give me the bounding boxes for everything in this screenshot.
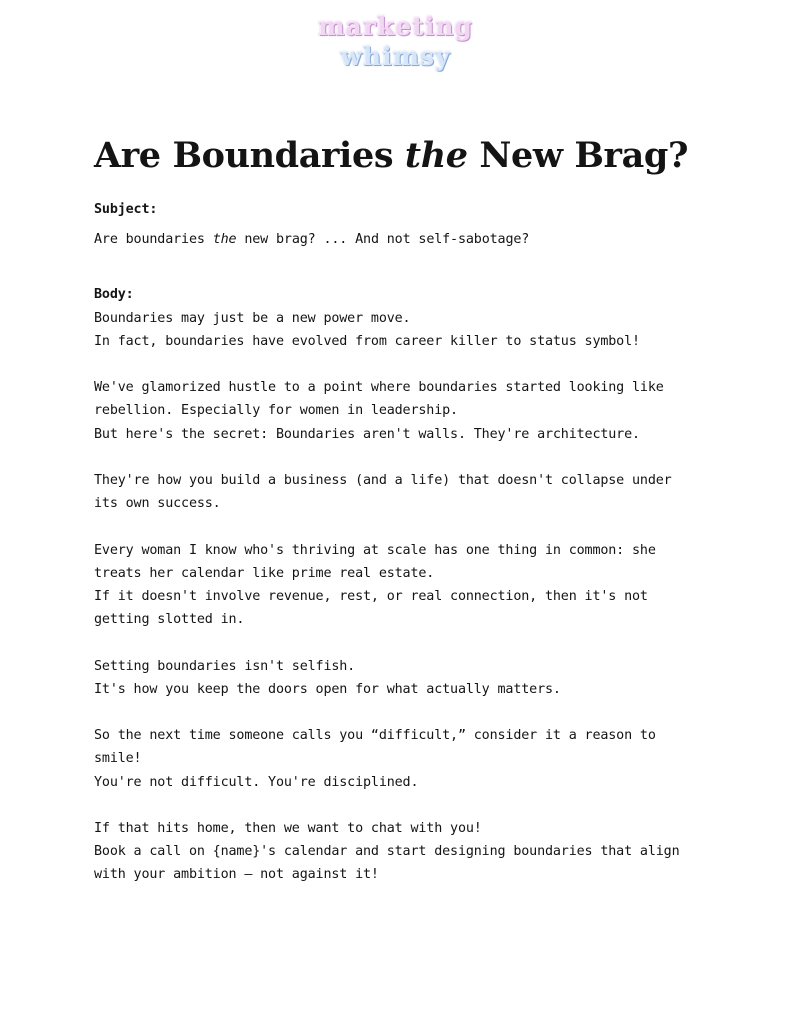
paragraph-gap (94, 794, 714, 817)
title-before: Are Boundaries (94, 135, 405, 176)
title-after: New Brag? (467, 135, 689, 176)
subject-emphasis: the (212, 232, 237, 248)
marketing-whimsy-logo (0, 12, 791, 72)
logo-line-whimsy: whimsy (340, 42, 451, 71)
body-line: If it doesn't involve revenue, rest, or real connection, then it's not (94, 589, 648, 604)
body-line: treats her calendar like prime real estate. (94, 565, 435, 581)
body-line: with your ambition – not against it! (94, 867, 379, 883)
title-emphasis: the (404, 135, 468, 176)
document-title (94, 134, 688, 178)
paragraph-gap (94, 446, 714, 469)
paragraph-gap (94, 631, 714, 654)
body-paragraph (94, 307, 714, 353)
subject-label: Subject: (94, 202, 158, 217)
paragraph-gap (94, 353, 714, 376)
paragraph-gap (94, 701, 714, 724)
body-line: If that hits home, then we want to chat with you! (94, 820, 482, 836)
body-line: Book a call on {name}'s calendar and start designing boundaries that align (94, 844, 680, 860)
body-paragraph (94, 655, 714, 701)
body-line: You're not difficult. You're disciplined. (94, 774, 419, 790)
logo-line-marketing: marketing (318, 12, 473, 41)
body-line: getting slotted in. (94, 612, 245, 628)
subject-text (94, 228, 714, 251)
email-content (94, 198, 714, 887)
body-paragraph (94, 817, 714, 887)
body-paragraph (94, 724, 714, 794)
body-line: But here's the secret: Boundaries aren't walls. They're architecture. (94, 426, 640, 442)
paragraph-gap (94, 515, 714, 538)
body-paragraph (94, 469, 714, 515)
body-line: its own success. (94, 496, 221, 512)
body-line: Setting boundaries isn't selfish. (94, 658, 356, 674)
body-paragraph (94, 539, 714, 632)
body-line: Every woman I know who's thriving at scale has one thing in common: she (94, 542, 656, 558)
body-paragraph (94, 376, 714, 446)
body-line: smile! (94, 751, 142, 767)
body-line: They're how you build a business (and a life) that doesn't collapse under (94, 473, 672, 488)
subject-after: new brag? ... And not self-sabotage? (236, 232, 530, 248)
body-label: Body: (94, 287, 134, 303)
body-line: rebellion. Especially for women in leadership. (94, 403, 458, 419)
subject-before: Are boundaries (94, 232, 213, 248)
body-line: In fact, boundaries have evolved from career killer to status symbol! (94, 333, 640, 349)
body-line: So the next time someone calls you “difficult,” consider it a reason to (94, 728, 656, 744)
body-line: It's how you keep the doors open for what actually matters. (94, 681, 561, 697)
body-line: Boundaries may just be a new power move. (94, 310, 411, 326)
body-line: We've glamorized hustle to a point where boundaries started looking like (94, 380, 664, 396)
